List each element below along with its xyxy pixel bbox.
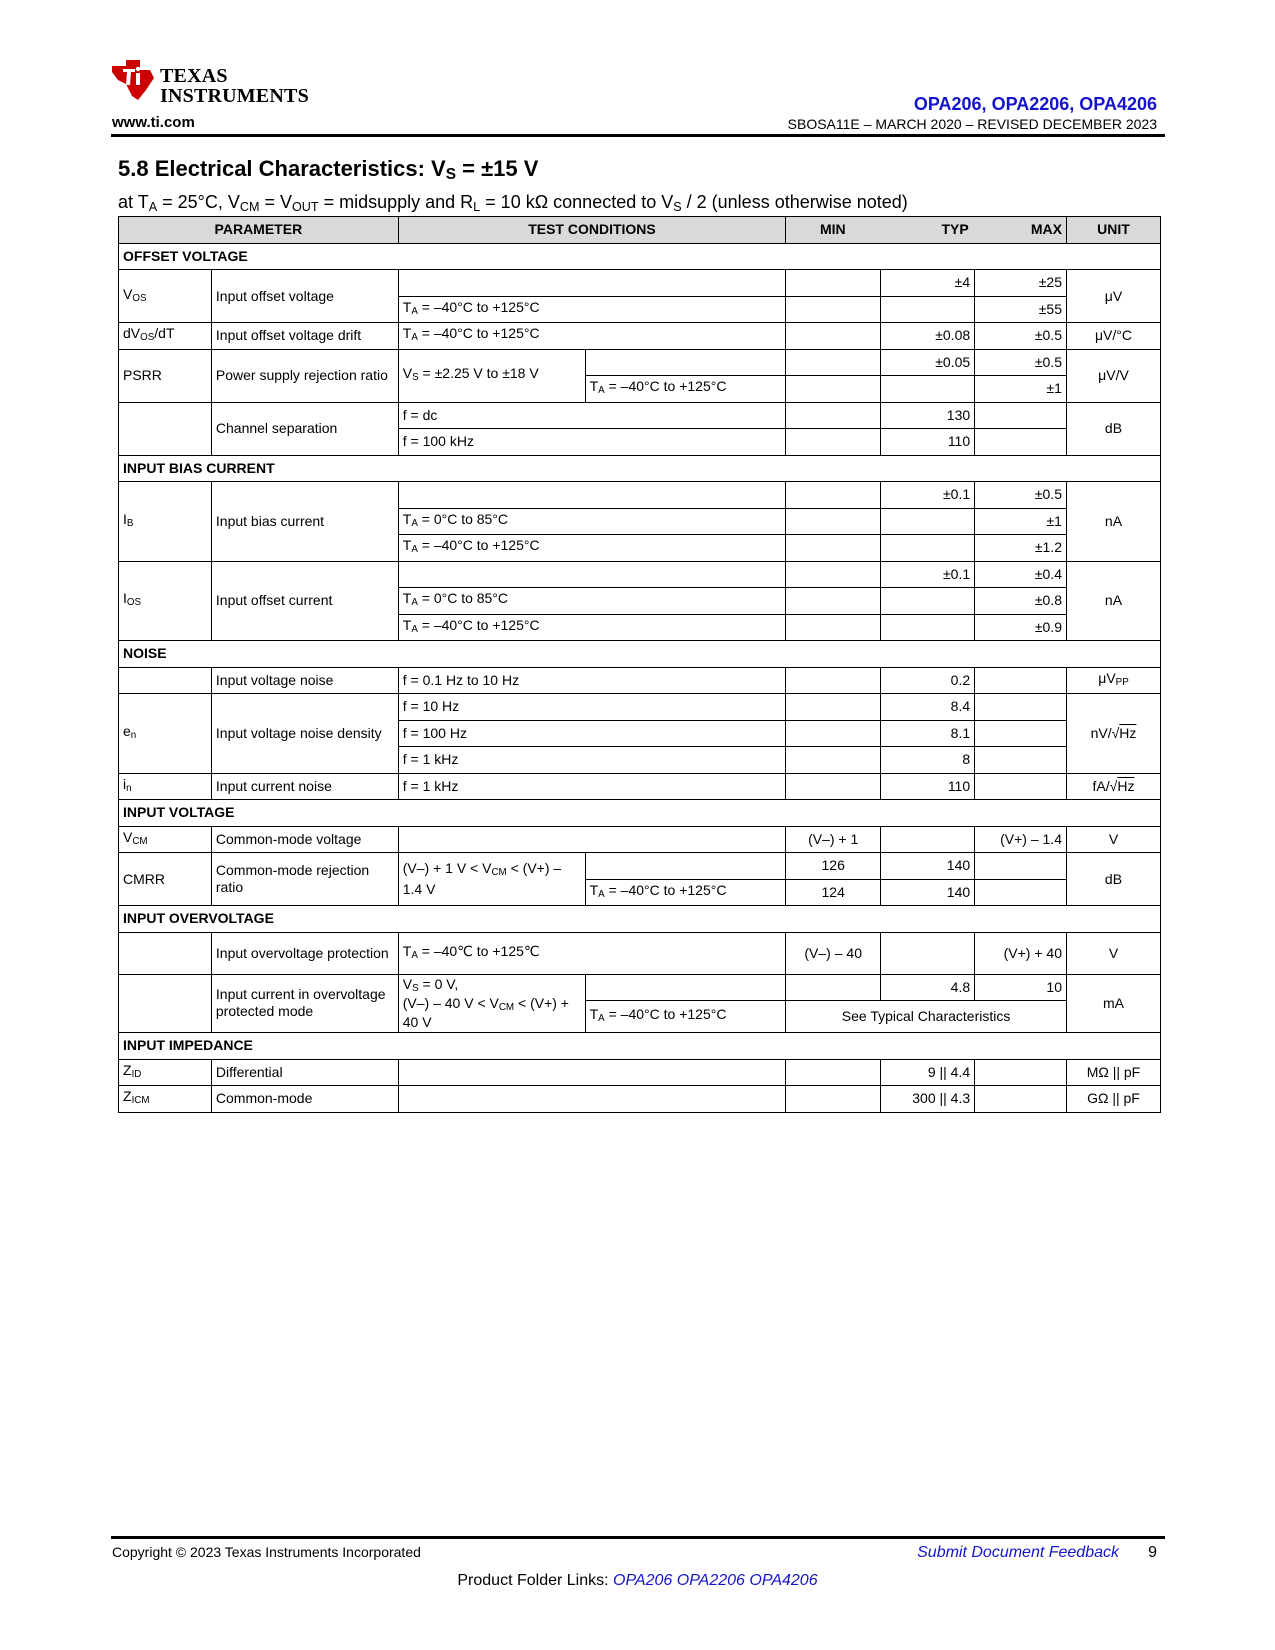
- cond-cell: $T_A = -40^\circ C$ to +125°C: [398, 296, 785, 323]
- col-header-min: MIN: [819, 221, 846, 238]
- ti-wordmark: [160, 66, 309, 106]
- see-typical-characteristics: See Typical Characteristics: [786, 1001, 1067, 1033]
- cond-cell: f = 100 Hz: [398, 720, 785, 747]
- unit-cell: MΩ || pF: [1066, 1059, 1160, 1086]
- desc-en-pp: Input voltage noise: [211, 667, 398, 694]
- table-row: [119, 561, 1161, 588]
- cond-cell: f = 100 kHz: [398, 429, 785, 456]
- symbol-vos: $V_{OS}$: [119, 270, 212, 323]
- symbol-dvos: $dV_{OS}/dT$: [119, 323, 212, 350]
- cond-cell: $T_A = -40^\circ C$ to +125°C: [398, 323, 785, 350]
- cond-cell: f = 1 kHz: [398, 747, 785, 774]
- unit-cell: mA: [1066, 974, 1160, 1033]
- col-header-unit: UNIT: [1066, 217, 1160, 244]
- col-header-parameter: PARAMETER: [119, 217, 399, 244]
- table-row: [119, 482, 1161, 509]
- unit-cell: V: [1066, 932, 1160, 974]
- typ-cell: 140: [881, 879, 975, 906]
- max-cell: ±0.5: [975, 349, 1067, 376]
- typ-cell: 8.4: [881, 694, 975, 721]
- typ-cell: 110: [881, 773, 975, 800]
- col-header-max: MAX: [1030, 221, 1062, 238]
- min-cell: (V–) – 40: [786, 932, 881, 974]
- section-row: [119, 641, 1161, 668]
- max-cell: ±1: [975, 376, 1067, 403]
- table-row: [119, 1086, 1161, 1113]
- brand-name-line2: INSTRUMENTS: [160, 85, 309, 107]
- unit-cell: V: [1066, 826, 1160, 853]
- ti-emblem-icon: [110, 58, 156, 102]
- cond-cell: $T_A = -40^\circ C$ to +125°C: [398, 614, 785, 641]
- table-row: [119, 853, 1161, 880]
- unit-cell: μV/°C: [1066, 323, 1160, 350]
- symbol-zicm: $Z_{ICM}$: [119, 1086, 212, 1113]
- cond-cell: f = 0.1 Hz to 10 Hz: [398, 667, 785, 694]
- typ-cell: ±0.05: [881, 349, 975, 376]
- symbol-zid: $Z_{ID}$: [119, 1059, 212, 1086]
- section-row: [119, 800, 1161, 827]
- min-cell: 126: [786, 853, 881, 880]
- min-cell: (V–) + 1: [786, 826, 881, 853]
- max-cell: ±1: [975, 508, 1067, 535]
- cond-cell: [585, 349, 786, 376]
- unit-cell: nA: [1066, 561, 1160, 641]
- cond-cell: f = 1 kHz: [398, 773, 785, 800]
- unit-cell: fA/√Hz: [1066, 773, 1160, 800]
- unit-cell: dB: [1066, 853, 1160, 906]
- unit-cell: $\mu V_{PP}$: [1066, 667, 1160, 694]
- typ-cell: 0.2: [881, 667, 975, 694]
- desc-vcm: Common-mode voltage: [211, 826, 398, 853]
- typ-cell: 110: [881, 429, 975, 456]
- symbol-ib: $I_B$: [119, 482, 212, 562]
- max-cell: ±0.5: [975, 482, 1067, 509]
- link-opa2206[interactable]: OPA2206: [676, 1572, 745, 1589]
- cond-cell: (V–) + 1 $V < V_{CM} < (V+)$ – 1.4 V: [398, 853, 585, 906]
- typ-cell: 140: [881, 853, 975, 880]
- cond-cell: $V_S = 0$ V, (V–) – 40 $V < V_{CM} < (V+)$ + 40 V: [398, 974, 585, 1033]
- test-conditions-note: at $T_A = 25^\circ C$, $V_{CM} = V_{OUT}$ = midsupply and $R_L = 10$ kΩ connected to $V_S / 2$ (unless otherwise noted): [118, 192, 908, 214]
- header-divider: [111, 134, 1165, 137]
- max-cell: ±0.8: [975, 588, 1067, 615]
- cond-cell: [585, 974, 786, 1001]
- col-header-min-typ-max: [786, 217, 1067, 244]
- max-cell: (V+) – 1.4: [975, 826, 1067, 853]
- unit-cell: nA: [1066, 482, 1160, 562]
- cond-cell: [398, 826, 785, 853]
- copyright: Copyright © 2023 Texas Instruments Incorporated: [112, 1544, 421, 1560]
- typ-cell: 9 || 4.4: [881, 1059, 975, 1086]
- symbol-empty: [119, 402, 212, 455]
- product-folder-links: [0, 1572, 1275, 1590]
- unit-cell: μV/V: [1066, 349, 1160, 402]
- link-opa4206[interactable]: OPA4206: [749, 1572, 818, 1589]
- unit-cell: dB: [1066, 402, 1160, 455]
- brand-name-line1: TEXAS: [160, 65, 228, 87]
- symbol-empty: [119, 932, 212, 974]
- unit-cell: GΩ || pF: [1066, 1086, 1160, 1113]
- table-row: [119, 1059, 1161, 1086]
- footer-divider: [111, 1536, 1165, 1539]
- cond-cell: $T_A = -40^\circ C$ to +125°C: [585, 879, 786, 906]
- typ-cell: 8: [881, 747, 975, 774]
- desc-zicm: Common-mode: [211, 1086, 398, 1113]
- desc-zid: Differential: [211, 1059, 398, 1086]
- table-row: [119, 974, 1161, 1001]
- typ-cell: ±0.1: [881, 482, 975, 509]
- cond-cell: $T_A$ = –40℃ to +125℃: [398, 932, 785, 974]
- typ-cell: 300 || 4.3: [881, 1086, 975, 1113]
- symbol-empty: [119, 667, 212, 694]
- cond-cell: f = dc: [398, 402, 785, 429]
- desc-psrr: Power supply rejection ratio: [211, 349, 398, 402]
- folder-links-label: Product Folder Links:: [457, 1572, 613, 1589]
- cond-cell: f = 10 Hz: [398, 694, 785, 721]
- cond-cell: $T_A = -40^\circ C$ to +125°C: [398, 535, 785, 562]
- site-url-link[interactable]: www.ti.com: [112, 114, 195, 131]
- max-cell: ±25: [975, 270, 1067, 297]
- max-cell: ±0.5: [975, 323, 1067, 350]
- cond-cell: $V_S = \pm 2.25$ V to ±18 V: [398, 349, 585, 402]
- typ-cell: ±0.1: [881, 561, 975, 588]
- desc-ib: Input bias current: [211, 482, 398, 562]
- desc-ovp: Input overvoltage protection: [211, 932, 398, 974]
- symbol-in: $i_n$: [119, 773, 212, 800]
- cond-cell: $T_A = -40^\circ C$ to +125°C: [585, 1001, 786, 1033]
- cond-cell: [398, 561, 785, 588]
- cond-cell: $T_A = 0^\circ C$ to 85°C: [398, 508, 785, 535]
- section-row: [119, 1033, 1161, 1060]
- max-cell: (V+) + 40: [975, 932, 1067, 974]
- symbol-cmrr: CMRR: [119, 853, 212, 906]
- max-cell: ±1.2: [975, 535, 1067, 562]
- unit-cell: nV/√Hz: [1066, 694, 1160, 774]
- col-header-typ: TYP: [941, 221, 969, 238]
- cond-cell: [398, 1086, 785, 1113]
- cond-cell: [398, 270, 785, 297]
- desc-iovp: Input current in overvoltage protected mode: [211, 974, 398, 1033]
- typ-cell: 130: [881, 402, 975, 429]
- title-sub: S: [445, 166, 456, 183]
- ti-logo[interactable]: [110, 58, 310, 110]
- section-input-impedance: INPUT IMPEDANCE: [119, 1033, 1161, 1060]
- table-row: [119, 270, 1161, 297]
- cond-cell: [398, 482, 785, 509]
- section-input-bias-current: INPUT BIAS CURRENT: [119, 455, 1161, 482]
- desc-chsep: Channel separation: [211, 402, 398, 455]
- section-row: [119, 243, 1161, 270]
- symbol-ios: $I_{OS}$: [119, 561, 212, 641]
- link-opa206[interactable]: OPA206: [613, 1572, 673, 1589]
- col-header-test-conditions: TEST CONDITIONS: [398, 217, 785, 244]
- part-numbers-link[interactable]: OPA206, OPA2206, OPA4206: [913, 94, 1157, 114]
- title-suffix: = ±15 V: [456, 156, 539, 181]
- table-row: [119, 667, 1161, 694]
- table-row: [119, 773, 1161, 800]
- desc-ios: Input offset current: [211, 561, 398, 641]
- desc-dvos: Input offset voltage drift: [211, 323, 398, 350]
- typ-cell: ±4: [881, 270, 975, 297]
- typ-cell: 4.8: [881, 974, 975, 1001]
- max-cell: ±0.9: [975, 614, 1067, 641]
- section-noise: NOISE: [119, 641, 1161, 668]
- table-row: [119, 826, 1161, 853]
- desc-en: Input voltage noise density: [211, 694, 398, 774]
- cond-cell: $T_A = 0^\circ C$ to 85°C: [398, 588, 785, 615]
- section-input-overvoltage: INPUT OVERVOLTAGE: [119, 906, 1161, 933]
- table-header-row: [119, 217, 1161, 244]
- electrical-characteristics-table: [118, 216, 1161, 1113]
- cond-cell: [398, 1059, 785, 1086]
- typ-cell: ±0.08: [881, 323, 975, 350]
- section-input-voltage: INPUT VOLTAGE: [119, 800, 1161, 827]
- table-row: [119, 932, 1161, 974]
- document-revision: SBOSA11E – MARCH 2020 – REVISED DECEMBER 2023: [787, 116, 1157, 132]
- title-text: 5.8 Electrical Characteristics: V: [118, 156, 446, 181]
- section-title: [118, 156, 538, 184]
- cond-cell: $T_A = -40^\circ C$ to +125°C: [585, 376, 786, 403]
- cond-cell: [585, 853, 786, 880]
- unit-cell: μV: [1066, 270, 1160, 323]
- symbol-en: $e_n$: [119, 694, 212, 774]
- desc-in: Input current noise: [211, 773, 398, 800]
- section-offset-voltage: OFFSET VOLTAGE: [119, 243, 1161, 270]
- symbol-psrr: PSRR: [119, 349, 212, 402]
- desc-vos: Input offset voltage: [211, 270, 398, 323]
- table-row: [119, 694, 1161, 721]
- symbol-vcm: $V_{CM}$: [119, 826, 212, 853]
- typ-cell: 8.1: [881, 720, 975, 747]
- min-cell: 124: [786, 879, 881, 906]
- max-cell: ±0.4: [975, 561, 1067, 588]
- section-row: [119, 906, 1161, 933]
- submit-feedback-link[interactable]: Submit Document Feedback: [917, 1544, 1119, 1561]
- page-number: 9: [1148, 1544, 1157, 1561]
- min-cell: [786, 270, 881, 297]
- max-cell: 10: [975, 974, 1067, 1001]
- table-row: [119, 323, 1161, 350]
- table-row: [119, 402, 1161, 429]
- section-row: [119, 455, 1161, 482]
- desc-cmrr: Common-mode rejection ratio: [211, 853, 398, 906]
- max-cell: ±55: [975, 296, 1067, 323]
- symbol-empty: [119, 974, 212, 1033]
- table-row: [119, 349, 1161, 376]
